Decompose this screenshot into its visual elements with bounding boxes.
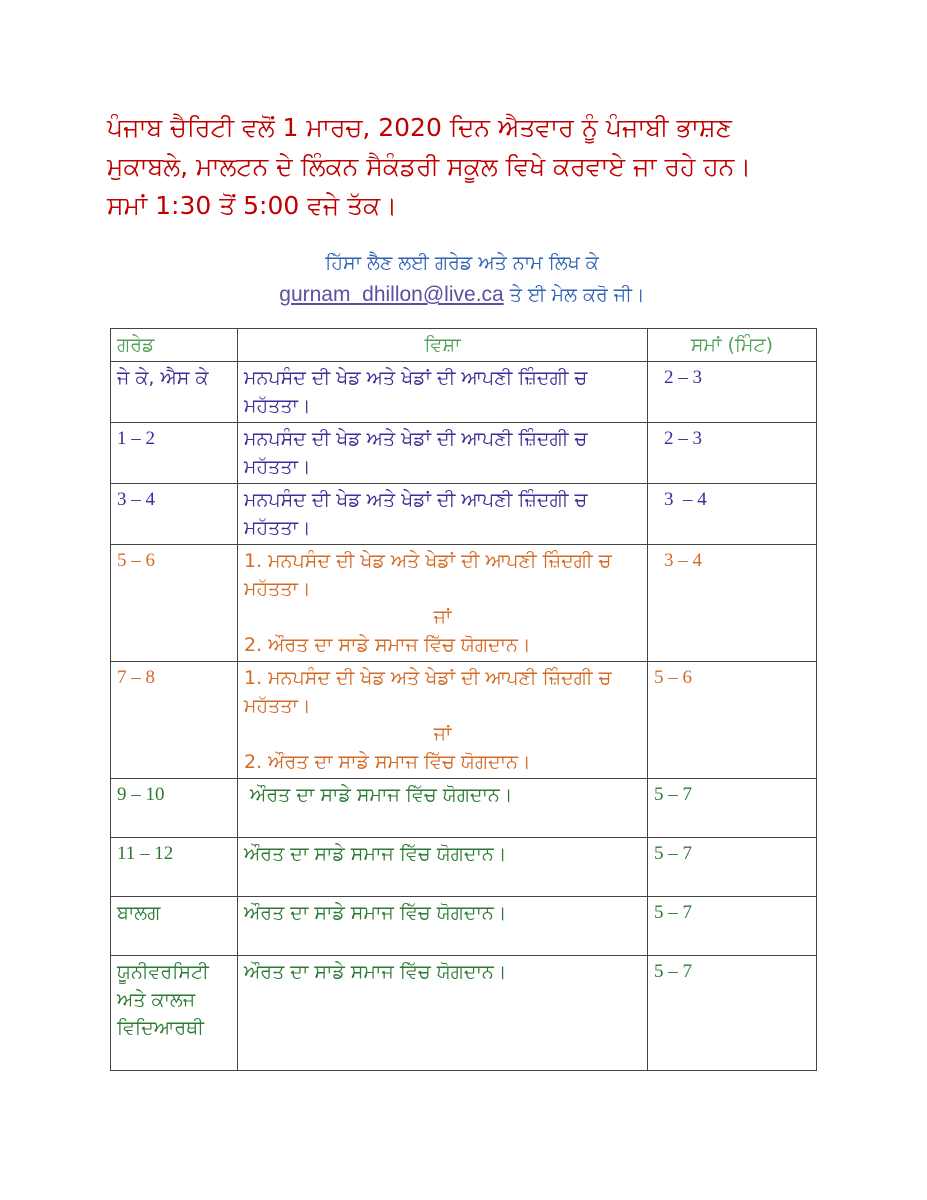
table-row xyxy=(111,662,817,779)
grade-cell: 11 – 12 xyxy=(111,838,238,897)
time-cell: 5 – 7 xyxy=(648,838,817,897)
grade-cell: ਬਾਲਗ xyxy=(111,897,238,956)
announcement-line-2: ਮੁਕਾਬਲੇ, ਮਾਲਟਨ ਦੇ ਲਿੰਕਨ ਸੈਕੰਡਰੀ ਸਕੂਲ ਵਿਖੇ ਕਰਵਾਏ ਜਾ ਰਹੇ ਹਨ। xyxy=(107,152,752,181)
table-row xyxy=(111,362,817,423)
contact-instruction: ਹਿੱਸਾ ਲੈਣ ਲਈ ਗਰੇਡ ਅਤੇ ਨਾਮ ਲਿਖ ਕੇ xyxy=(325,252,599,274)
time-cell: 5 – 7 xyxy=(648,956,817,1071)
competition-table xyxy=(110,328,817,1071)
email-link[interactable]: gurnam_dhillon@live.ca xyxy=(279,283,504,306)
subject-cell: ਔਰਤ ਦਾ ਸਾਡੇ ਸਮਾਜ ਵਿੱਚ ਯੋਗਦਾਨ। xyxy=(238,897,648,956)
option-2: 2. ਔਰਤ ਦਾ ਸਾਡੇ ਸਮਾਜ ਵਿੱਚ ਯੋਗਦਾਨ। xyxy=(244,751,531,773)
subject-cell: ਔਰਤ ਦਾ ਸਾਡੇ ਸਮਾਜ ਵਿੱਚ ਯੋਗਦਾਨ। xyxy=(238,838,648,897)
contact-info xyxy=(107,247,817,311)
option-1: 1. ਮਨਪਸੰਦ ਦੀ ਖੇਡ ਅਤੇ ਖੇਡਾਂ ਦੀ ਆਪਣੀ ਜ਼ਿੰਦਗੀ ਚ ਮਹੱਤਤਾ। xyxy=(244,550,612,600)
header-grade: ਗਰੇਡ xyxy=(111,329,238,362)
header-subject: ਵਿਸ਼ਾ xyxy=(238,329,648,362)
table-row xyxy=(111,838,817,897)
table-row xyxy=(111,423,817,484)
subject-cell: ਔਰਤ ਦਾ ਸਾਡੇ ਸਮਾਜ ਵਿੱਚ ਯੋਗਦਾਨ। xyxy=(238,779,648,838)
time-cell: 3 – 4 xyxy=(648,484,817,545)
time-cell: 2 – 3 xyxy=(648,423,817,484)
table-row xyxy=(111,779,817,838)
option-1: 1. ਮਨਪਸੰਦ ਦੀ ਖੇਡ ਅਤੇ ਖੇਡਾਂ ਦੀ ਆਪਣੀ ਜ਼ਿੰਦਗੀ ਚ ਮਹੱਤਤਾ। xyxy=(244,667,612,717)
time-cell: 5 – 7 xyxy=(648,897,817,956)
grade-cell: 1 – 2 xyxy=(111,423,238,484)
table-header-row xyxy=(111,329,817,362)
announcement-line-1: ਪੰਜਾਬ ਚੈਰਿਟੀ ਵਲੋਂ 1 ਮਾਰਚ, 2020 ਦਿਨ ਐਤਵਾਰ ਨੂੰ ਪੰਜਾਬੀ ਭਾਸ਼ਣ xyxy=(107,113,732,142)
table-row xyxy=(111,484,817,545)
grade-cell: 3 – 4 xyxy=(111,484,238,545)
grade-cell: 9 – 10 xyxy=(111,779,238,838)
grade-cell: 7 – 8 xyxy=(111,662,238,779)
grade-cell: ਜੇ ਕੇ, ਐਸ ਕੇ xyxy=(111,362,238,423)
table-row xyxy=(111,956,817,1071)
time-cell: 3 – 4 xyxy=(648,545,817,662)
subject-cell: ਔਰਤ ਦਾ ਸਾਡੇ ਸਮਾਜ ਵਿੱਚ ਯੋਗਦਾਨ। xyxy=(238,956,648,1071)
subject-cell: ਮਨਪਸੰਦ ਦੀ ਖੇਡ ਅਤੇ ਖੇਡਾਂ ਦੀ ਆਪਣੀ ਜ਼ਿੰਦਗੀ ਚ ਮਹੱਤਤਾ। xyxy=(238,362,648,423)
or-label: ਜਾਂ xyxy=(433,723,452,745)
grade-cell: ਯੂਨੀਵਰਸਿਟੀ ਅਤੇ ਕਾਲਜ ਵਿਦਿਆਰਥੀ xyxy=(111,956,238,1071)
option-2: 2. ਔਰਤ ਦਾ ਸਾਡੇ ਸਮਾਜ ਵਿੱਚ ਯੋਗਦਾਨ। xyxy=(244,634,531,656)
grade-cell: 5 – 6 xyxy=(111,545,238,662)
subject-cell: ਮਨਪਸੰਦ ਦੀ ਖੇਡ ਅਤੇ ਖੇਡਾਂ ਦੀ ਆਪਣੀ ਜ਼ਿੰਦਗੀ ਚ ਮਹੱਤਤਾ। xyxy=(238,484,648,545)
time-cell: 5 – 7 xyxy=(648,779,817,838)
announcement-line-3: ਸਮਾਂ 1:30 ਤੋਂ 5:00 ਵਜੇ ਤੱਕ। xyxy=(107,191,398,220)
subject-cell xyxy=(238,545,648,662)
subject-cell xyxy=(238,662,648,779)
or-label: ਜਾਂ xyxy=(433,606,452,628)
header-time: ਸਮਾਂ (ਮਿੰਟ) xyxy=(648,329,817,362)
contact-tail: ਤੇ ਈ ਮੇਲ ਕਰੋ ਜੀ। xyxy=(509,284,645,306)
announcement xyxy=(107,108,827,225)
subject-cell: ਮਨਪਸੰਦ ਦੀ ਖੇਡ ਅਤੇ ਖੇਡਾਂ ਦੀ ਆਪਣੀ ਜ਼ਿੰਦਗੀ ਚ ਮਹੱਤਤਾ। xyxy=(238,423,648,484)
time-cell: 5 – 6 xyxy=(648,662,817,779)
table-row xyxy=(111,897,817,956)
time-cell: 2 – 3 xyxy=(648,362,817,423)
table-row xyxy=(111,545,817,662)
